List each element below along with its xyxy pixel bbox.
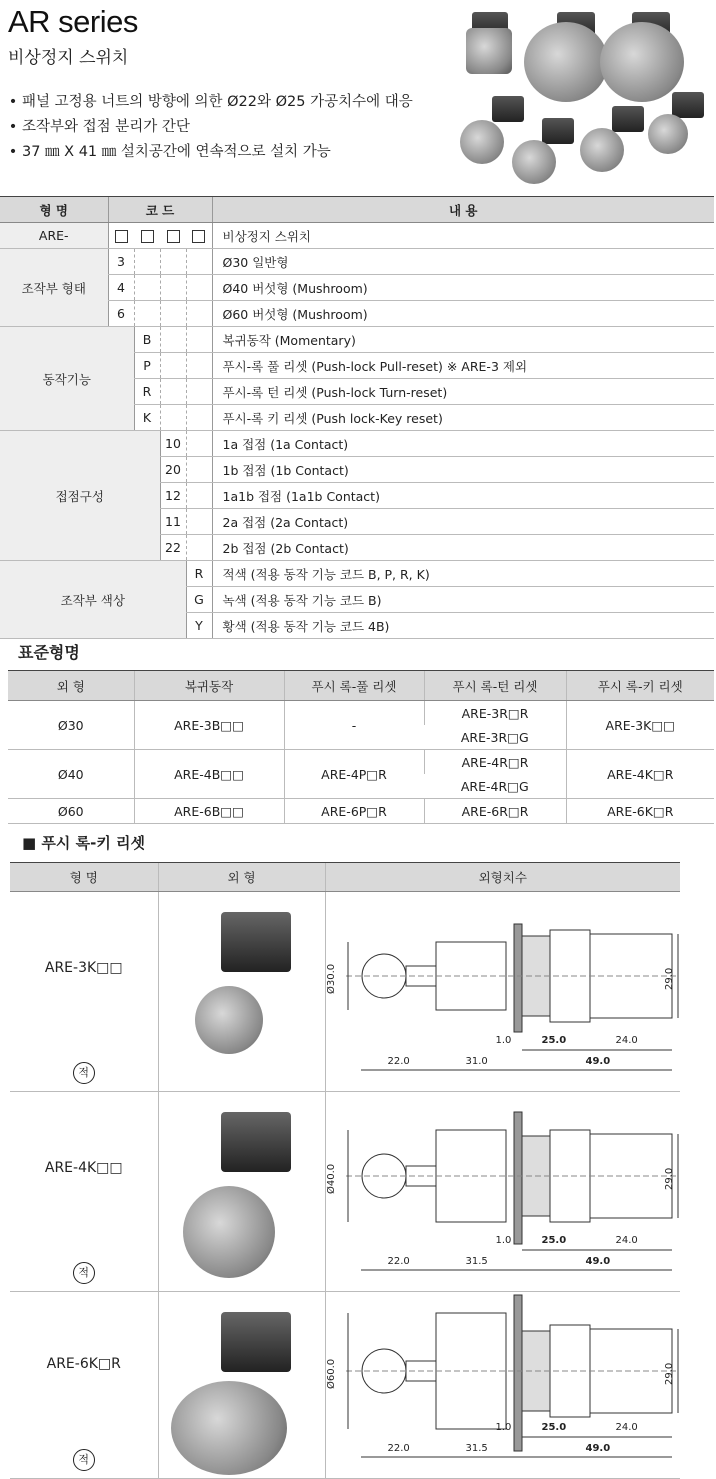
model-desc: 비상정지 스위치 [212,223,714,249]
dim-label: 49.0 [585,1256,611,1267]
feature-item: • 패널 고정용 너트의 방향에 의한 Ø22와 Ø25 가공치수에 대응 [8,94,413,110]
dim-label: 1.0 [495,1035,512,1046]
col-header: 내 용 [212,197,714,223]
dim-height: 29.0 [663,1362,675,1385]
standard-table: 외 형 복귀동작 푸시 록-풀 리셋 푸시 록-턴 리셋 푸시 록-키 리셋 Ø30 ARE-3B□□ - ARE-3R□R ARE-3K□□ ARE-3R□G Ø40 ARE-4B□□ ARE-4P□R ARE-4R□R ARE-4K□R ARE-4R□G Ø60 ARE-6B□□ ARE-6P□R ARE-6R□R ARE-6K□R [8,670,714,824]
product-photo-group [452,0,716,192]
dim-diameter: Ø30.0 [325,963,337,994]
section-title: 표준형명 [18,643,80,662]
dim-label: 31.5 [465,1443,488,1454]
model-cell [10,1092,158,1292]
dim-label: 25.0 [541,1035,567,1046]
feature-item: • 조작부와 접점 분리가 간단 [8,119,190,135]
dimension-svg [326,1092,681,1292]
dim-label: 49.0 [585,1443,611,1454]
dim-label: 1.0 [495,1235,512,1246]
col-header: 형 명 [0,197,108,223]
product-photo [158,1092,325,1292]
model-name: ARE-6K□R [46,1356,121,1372]
dimension-drawing [325,892,680,1092]
dim-label: 22.0 [387,1256,410,1267]
col-header: 코 드 [108,197,212,223]
feature-item: • 37 ㎜ X 41 ㎜ 설치공간에 연속적으로 설치 가능 [8,144,331,160]
dimension-table: 형 명 외 형 외형치수 ARE-3K□□ 적 Ø30.0 29.0 1.0 25.0 24.0 22.0 31.0 49.0 ARE-4K□□ 적 Ø40.0 29.0 1.0 25.0 24.0 22.0 31.5 49.0 ARE-6K□R 적 Ø60.0 29.0 1.0 25.0 24.0 22.0 31.5 49.0 [10,862,680,1479]
model-name: ARE-3K□□ [44,960,123,976]
page-subtitle: 비상정지 스위치 [8,48,129,68]
red-mark-icon: 적 [73,1262,95,1284]
model-name: ARE-4K□□ [44,1160,123,1176]
group-name: 접점구성 [0,431,160,561]
dim-height: 29.0 [663,967,675,990]
feature-list [4,90,413,165]
dim-label: 25.0 [541,1422,567,1433]
dim-label: 31.0 [465,1056,488,1067]
dim-diameter: Ø60.0 [325,1358,337,1389]
dim-label: 24.0 [615,1235,638,1246]
group-name: 조작부 형태 [0,249,108,327]
model-prefix: ARE- [0,223,108,249]
product-photo [158,892,325,1092]
page-title: AR series [8,4,138,39]
dimension-svg [326,892,681,1092]
dim-diameter: Ø40.0 [325,1163,337,1194]
dim-label: 24.0 [615,1035,638,1046]
dimension-svg [326,1292,681,1479]
model-cell [10,1292,158,1479]
model-cell [10,892,158,1092]
dim-label: 49.0 [585,1056,611,1067]
group-name: 조작부 색상 [0,561,186,639]
dim-label: 25.0 [541,1235,567,1246]
dimension-drawing [325,1292,680,1479]
dim-label: 24.0 [615,1422,638,1433]
dim-height: 29.0 [663,1167,675,1190]
red-mark-icon: 적 [73,1062,95,1084]
dim-label: 22.0 [387,1056,410,1067]
red-mark-icon: 적 [73,1449,95,1471]
section-title: ■ 푸시 록-키 리셋 [22,834,146,852]
dim-label: 31.5 [465,1256,488,1267]
group-name: 동작기능 [0,327,134,431]
product-photo [158,1292,325,1479]
spec-table: 형 명 코 드 내 용 ARE- 비상정지 스위치 조작부 형태 3 Ø30 일반형 4 Ø40 버섯형 (Mushroom) 6 Ø60 버섯형 (Mushroom) 동작기능 B 복귀동작 (Momentary) P 푸시-록 풀 리셋 (Push-lock Pull-reset) ※ ARE-3 제외 R 푸시-록 턴 리셋 (Push-lock Turn-reset) K 푸시-록 키 리셋 (Push lock-Key reset) 접점구성 10 1a 접점 (1a Contact) 20 1b 접점 (1b Contact) 12 1a1b 접점 (1a1b Contact) 11 2a 접점 (2a Contact) 22 2b 접점 (2b Contact) 조작부 색상 R 적색 (적용 동작 기능 코드 B, P, R, K) G 녹색 (적용 동작 기능 코드 B) Y 황색 (적용 동작 기능 코드 4B) [0,196,714,639]
dim-label: 1.0 [495,1422,512,1433]
dimension-drawing [325,1092,680,1292]
dim-label: 22.0 [387,1443,410,1454]
